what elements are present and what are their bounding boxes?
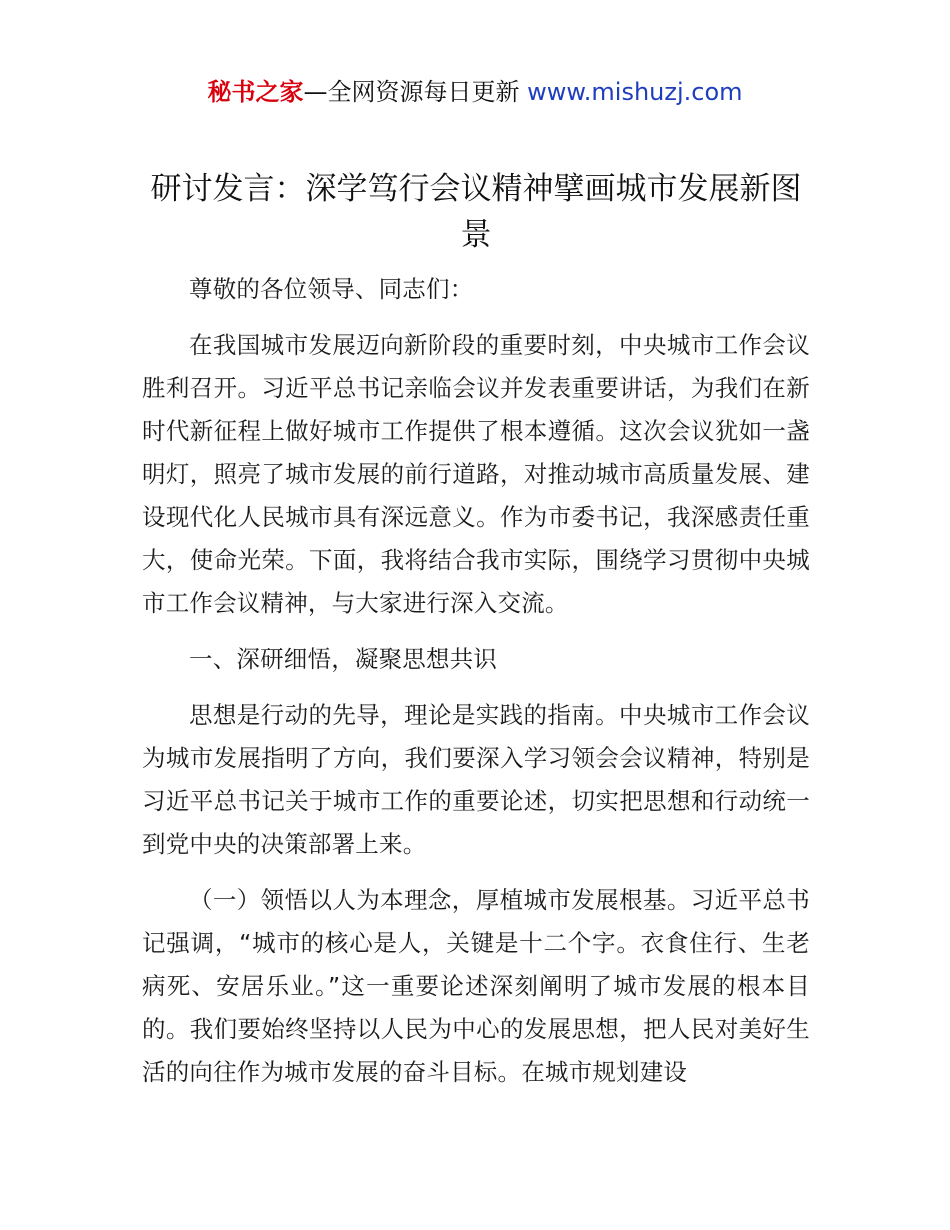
banner-url-link[interactable]: www.mishuzj.com: [527, 78, 743, 106]
paragraph-section-1: 思想是行动的先导，理论是实践的指南。中央城市工作会议为城市发展指明了方向，我们要深入学习领会会议精神，特别是习近平总书记关于城市工作的重要论述，切实把思想和行动统一到党中央的决策部署上来。: [142, 701, 810, 858]
document-title: 研讨发言：深学笃行会议精神擘画城市发展新图景: [150, 171, 802, 253]
paragraph-salutation: 尊敬的各位领导、同志们：: [189, 275, 474, 303]
paragraph-intro: 在我国城市发展迈向新阶段的重要时刻，中央城市工作会议胜利召开。习近平总书记亲临会议并发表重要讲话，为我们在新时代新征程上做好城市工作提供了根本遵循。这次会议犹如一盏明灯，照亮了城市发展的前行道路，对推动城市高质量发展、建设现代化人民城市具有深远意义。作为市委书记，我深感责任重大，使命光荣。下面，我将结合我市实际，围绕学习贯彻中央城市工作会议精神，与大家进行深入交流。: [142, 331, 810, 617]
banner-brand: 秘书之家: [207, 78, 304, 106]
paragraph-subsection-1: （一）领悟以人为本理念，厚植城市发展根基。习近平总书记强调，“城市的核心是人，关键是十二个字。衣食住行、生老病死、安居乐业。”这一重要论述深刻阐明了城市发展的根本目的。我们要始终坚持以人民为中心的发展思想，把人民对美好生活的向往作为城市发展的奋斗目标。在城市规划建设: [142, 886, 810, 1086]
site-banner: [0, 76, 950, 108]
document-body: [142, 268, 810, 1107]
section-heading-1: 一、深研细悟，凝聚思想共识: [189, 645, 498, 673]
banner-tagline: —全网资源每日更新: [303, 78, 528, 106]
